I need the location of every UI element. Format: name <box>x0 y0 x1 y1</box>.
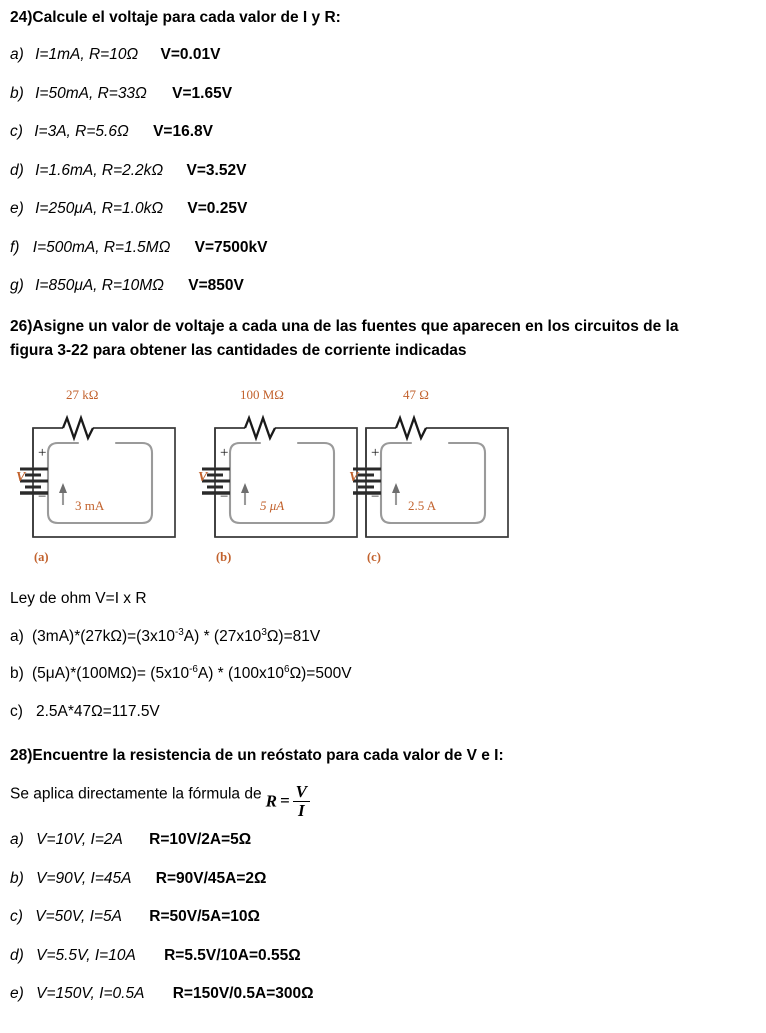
resistor-symbol <box>245 418 275 438</box>
q28-item-c <box>0 909 766 925</box>
formula-intro: Se aplica directamente la fórmula de <box>10 785 262 803</box>
q28-item-d-label: d) <box>10 946 24 964</box>
q24-item-e-label: e) <box>10 200 24 218</box>
q24-item-g <box>0 278 766 294</box>
source-label-c: V <box>349 470 359 485</box>
source-label-a: V <box>16 470 26 485</box>
q24-item-d <box>0 163 766 179</box>
formula-equals: = <box>279 791 290 811</box>
q28-item-e-label: e) <box>10 985 24 1002</box>
question-24-block <box>0 8 766 294</box>
battery-plus-a: + <box>38 445 47 461</box>
q24-item-d-given: I=1.6mA, R=2.2kΩ <box>35 161 164 179</box>
question-26-block <box>0 317 766 361</box>
q26-solution-b-expr: $(5\mu A)*(100M\Omega)= (5x10^{-6}A) * (100x10^6\Omega)=500V$ <box>32 663 352 682</box>
formula-fraction <box>293 783 310 820</box>
exp-neg6: -6 <box>189 663 198 675</box>
formula-lhs: R <box>265 791 277 811</box>
q24-item-c-answer: V=16.8V <box>153 123 213 141</box>
q24-item-c <box>0 124 766 140</box>
formula-line <box>0 784 766 821</box>
q26-solution-a-label: a) <box>10 627 24 645</box>
q28-item-c-label: c) <box>10 908 23 925</box>
q26-solution-a <box>0 626 766 645</box>
ohm-law-line: Ley de ohm V=I x R <box>10 590 147 607</box>
current-label-b: 5 μA <box>260 498 285 513</box>
resistor-label-b: 100 MΩ <box>240 387 284 402</box>
question-26-heading-line2: figura 3-22 para obtener las cantidades de corriente indicadas <box>10 342 467 360</box>
q26-solution-c-expr: 2.5A*47Ω=117.5V <box>36 702 160 720</box>
battery-minus-a: − <box>38 489 47 505</box>
q28-item-a-given: V=10V, I=2A <box>36 831 123 848</box>
q24-item-e <box>0 201 766 217</box>
figure-sublabel-a: (a) <box>34 550 49 564</box>
figure-sublabel-c: (c) <box>367 550 381 564</box>
formula-numerator: V <box>295 782 307 802</box>
battery-minus-b: − <box>220 489 229 505</box>
q24-item-f-answer: V=7500kV <box>194 238 268 256</box>
current-arrow-head <box>59 483 67 493</box>
figure-3-22 <box>0 385 766 570</box>
q28-item-b <box>0 871 766 887</box>
q28-item-b-given: V=90V, I=45A <box>36 869 132 887</box>
q28-item-d <box>0 948 766 964</box>
q24-item-g-answer: V=850V <box>188 277 244 295</box>
q24-item-b-answer: V=1.65V <box>172 84 233 102</box>
q26-solution-c <box>0 704 766 720</box>
q26-solution-b-label: b) <box>10 665 24 682</box>
current-label-a: 3 mA <box>75 498 105 513</box>
circuit-a <box>16 385 195 570</box>
q28-item-a-answer: R=10V/2A=5Ω <box>149 831 252 848</box>
battery-minus-c: − <box>371 489 380 505</box>
q24-item-b-given: I=50mA, R=33Ω <box>35 84 147 102</box>
q26-solution-a-expr: $(3mA)*(27k\Omega)=(3x10^{-3}A) * (27x10^3\Omega)=81V$ <box>32 626 321 645</box>
q28-item-a <box>0 832 766 848</box>
q28-item-e-answer: R=150V/0.5A=300Ω <box>172 985 314 1002</box>
q28-item-d-given: V=5.5V, I=10A <box>36 946 136 964</box>
q24-item-a-given: I=1mA, R=10Ω <box>35 46 139 64</box>
q24-item-c-label: c) <box>10 123 23 141</box>
ohm-law-solutions-block <box>0 591 766 719</box>
q24-item-c-given: I=3A, R=5.6Ω <box>34 123 129 141</box>
q28-item-b-label: b) <box>10 869 24 887</box>
figure-sublabel-b: (b) <box>216 550 232 564</box>
q24-item-d-answer: V=3.52V <box>186 161 247 179</box>
q24-item-e-given: I=250μA, R=1.0kΩ <box>35 200 164 218</box>
exp-neg3: -3 <box>174 626 184 638</box>
resistor-symbol <box>396 418 426 438</box>
question-26-heading-line1: 26)Asigne un valor de voltaje a cada una de las fuentes que aparecen en los circuitos de la <box>10 318 679 335</box>
q24-item-a <box>0 47 766 63</box>
exp-3: 3 <box>261 626 267 638</box>
q26-solution-b <box>0 663 766 682</box>
q24-item-b-label: b) <box>10 84 24 102</box>
q28-item-b-answer: R=90V/45A=2Ω <box>155 869 267 887</box>
q28-item-d-answer: R=5.5V/10A=0.55Ω <box>164 946 301 964</box>
q24-item-f <box>0 240 766 256</box>
q26-solution-c-label: c) <box>10 702 23 720</box>
q24-item-f-label: f) <box>10 238 20 256</box>
q28-item-e-given: V=150V, I=0.5A <box>36 985 145 1002</box>
q28-item-c-answer: R=50V/5A=10Ω <box>149 908 260 925</box>
q24-item-f-given: I=500mA, R=1.5MΩ <box>32 238 171 256</box>
q24-item-g-given: I=850μA, R=10MΩ <box>35 277 164 295</box>
q24-item-a-answer: V=0.01V <box>160 46 221 64</box>
q24-item-e-answer: V=0.25V <box>187 200 248 218</box>
q24-item-b <box>0 86 766 102</box>
question-28-heading: 28)Encuentre la resistencia de un reóstato para cada valor de V e I: <box>10 747 504 764</box>
question-28-block <box>0 746 766 821</box>
ohm-resistance-formula <box>266 784 310 821</box>
resistor-label-c: 47 Ω <box>403 387 429 402</box>
q24-item-a-label: a) <box>10 46 24 64</box>
formula-denominator: I <box>293 801 310 820</box>
source-label-b: V <box>198 470 208 485</box>
current-arrow-head <box>241 483 249 493</box>
question-28-items <box>0 832 766 1002</box>
q24-item-d-label: d) <box>10 161 24 179</box>
battery-plus-b: + <box>220 445 229 461</box>
circuit-c <box>349 385 528 570</box>
resistor-label-a: 27 kΩ <box>66 387 99 402</box>
q28-item-c-given: V=50V, I=5A <box>35 908 122 925</box>
question-24-heading: 24)Calcule el voltaje para cada valor de I y R: <box>10 9 341 26</box>
battery-plus-c: + <box>371 445 380 461</box>
current-arrow-head <box>392 483 400 493</box>
current-label-c: 2.5 A <box>408 498 437 513</box>
q28-item-e <box>0 986 766 1002</box>
q24-item-g-label: g) <box>10 277 24 295</box>
exp-6: 6 <box>284 663 290 675</box>
resistor-symbol <box>63 418 93 438</box>
q28-item-a-label: a) <box>10 831 24 848</box>
